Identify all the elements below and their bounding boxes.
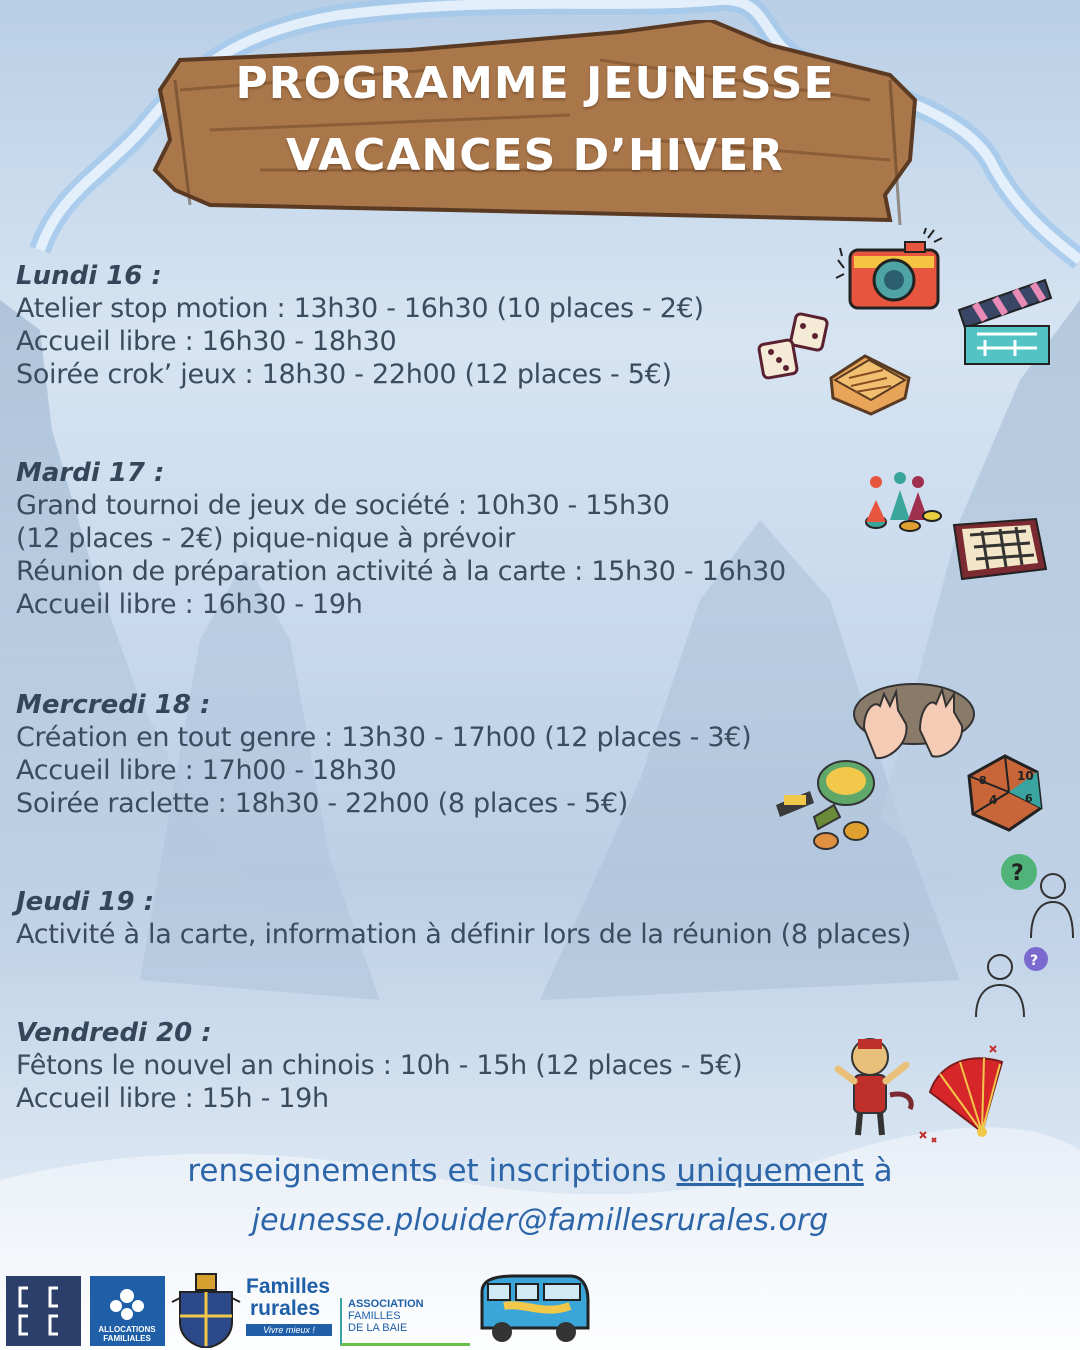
association-logo [340, 1298, 470, 1346]
activity-line: Soirée raclette : 18h30 - 22h00 (8 places - 5€) [16, 788, 628, 819]
fr-text-1: Familles [246, 1275, 331, 1298]
page-title-line2: VACANCES D’HIVER [285, 130, 785, 181]
contact-emphasis: uniquement [676, 1153, 864, 1189]
raclette-icon [770, 755, 880, 855]
fr-text-2: rurales [250, 1297, 321, 1320]
contact-suffix: à [863, 1153, 893, 1189]
activity-line: Accueil libre : 15h - 19h [16, 1083, 329, 1114]
caf-text-1: ALLOCATIONS [98, 1325, 156, 1334]
wooden-sign [150, 20, 920, 235]
die-number: 4 [989, 793, 998, 807]
day-heading: Jeudi 19 : [16, 887, 155, 917]
svg-text:?: ? [1030, 953, 1039, 969]
day-block-wednesday [16, 689, 751, 820]
contact-prefix: renseignements et inscriptions [187, 1153, 677, 1189]
day-block-friday [16, 1017, 742, 1115]
polyhedral-die-icon [965, 752, 1045, 832]
chinese-fan-icon [912, 1042, 1027, 1147]
asso-text-3: DE LA BAIE [348, 1322, 408, 1334]
activity-line: (12 places - 2€) pique-nique à prévoir [16, 523, 515, 554]
activity-line: Grand tournoi de jeux de société : 10h30 - 15h30 [16, 490, 670, 521]
asso-text-2: FAMILLES [348, 1310, 401, 1322]
activity-line: Atelier stop motion : 13h30 - 16h30 (10 places - 2€) [16, 293, 704, 324]
page-title-line1: PROGRAMME JEUNESSE [235, 58, 835, 109]
day-block-tuesday [16, 457, 786, 621]
camera-icon [830, 228, 945, 318]
day-block-monday [16, 260, 704, 391]
caf-text-2: FAMILIALES [103, 1334, 151, 1343]
die-number: 10 [1017, 769, 1034, 783]
familles-rurales-logo [246, 1276, 332, 1346]
clapperboard-icon [955, 270, 1055, 370]
thinking-person-icon [995, 850, 1075, 940]
asso-text-1: ASSOCIATION [348, 1298, 424, 1310]
die-number: 6 [1025, 792, 1033, 805]
day-block-thursday [16, 886, 911, 951]
clc-logo [6, 1276, 81, 1346]
activity-line: Soirée crok’ jeux : 18h30 - 22h00 (12 places - 5€) [16, 359, 672, 390]
day-heading: Vendredi 20 : [16, 1018, 212, 1048]
hands-clay-icon [850, 680, 975, 765]
contact-line [0, 1153, 1080, 1189]
croque-monsieur-icon [825, 348, 915, 418]
day-heading: Mardi 17 : [16, 458, 165, 488]
activity-line: Création en tout genre : 13h30 - 17h00 (12 places - 3€) [16, 722, 752, 753]
die-number: 8 [979, 774, 987, 787]
game-pawns-icon [862, 470, 947, 535]
svg-text:?: ? [1011, 861, 1024, 886]
activity-line: Accueil libre : 16h30 - 19h [16, 589, 363, 620]
activity-line: Réunion de préparation activité à la carte : 15h30 - 16h30 [16, 556, 786, 587]
town-crest-logo [170, 1272, 242, 1348]
contact-email[interactable]: jeunesse.plouider@famillesrurales.org [251, 1203, 829, 1238]
day-heading: Mercredi 18 : [16, 690, 211, 720]
chinese-new-year-horse-icon [830, 1035, 920, 1145]
day-heading: Lundi 16 : [16, 261, 162, 291]
van-logo [474, 1272, 592, 1346]
activity-line: Accueil libre : 17h00 - 18h30 [16, 755, 397, 786]
fr-tagline: Vivre mieux ! [246, 1324, 332, 1336]
activity-line: Fêtons le nouvel an chinois : 10h - 15h (12 places - 5€) [16, 1050, 743, 1081]
confused-person-icon [970, 945, 1055, 1020]
dice-icon [755, 310, 835, 385]
caf-logo [90, 1276, 165, 1346]
partner-logos [0, 1268, 1080, 1350]
activity-line: Accueil libre : 16h30 - 18h30 [16, 326, 397, 357]
board-game-icon [950, 517, 1050, 582]
activity-line: Activité à la carte, information à définir lors de la réunion (8 places) [16, 919, 912, 950]
